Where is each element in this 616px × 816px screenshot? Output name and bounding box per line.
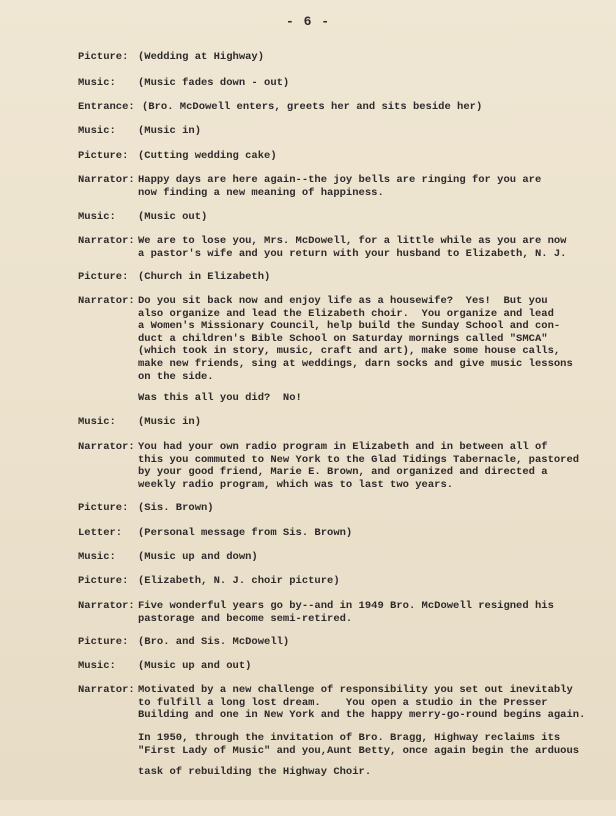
entry-text: (Music out) <box>138 211 208 223</box>
entry-text: (Music fades down - out) <box>138 77 290 89</box>
entry-label: Picture: <box>78 502 129 514</box>
entry-label: Narrator: <box>78 295 135 307</box>
entry-text: Motivated by a new challenge of responsibility you set out inevitably to fulfill a long lost dream. You open a studio in the Presser Building and one in New York and the happy merry-go-round begins again. <box>138 684 586 722</box>
entry-label: Letter: <box>78 527 123 539</box>
entry-text: Happy days are here again--the joy bells are ringing for you are now finding a new meaning of happiness. <box>138 174 542 199</box>
entry-text: You had your own radio program in Elizabeth and in between all of this you commuted to New York to the Glad Tidings Tabernacle, pastored by your good friend, Marie E. Brown, and organized and directed a weekly radio program, which was to last two years. <box>138 441 580 491</box>
entry-label: Picture: <box>78 636 129 648</box>
entry-text: task of rebuilding the Highway Choir. <box>138 766 372 778</box>
script-entry <box>78 684 588 734</box>
entry-text: (Cutting wedding cake) <box>138 150 277 162</box>
script-entry <box>78 441 588 491</box>
entry-label: Music: <box>78 416 116 428</box>
entry-text: (Music up and out) <box>138 660 252 672</box>
entry-text: In 1950, through the invitation of Bro. Bragg, Highway reclaims its "First Lady of Music" and you,Aunt Betty, once again begin the arduous <box>138 732 580 757</box>
entry-label: Entrance: <box>78 101 135 113</box>
entry-text: (Wedding at Highway) <box>138 51 265 63</box>
script-entry <box>78 766 588 816</box>
entry-label: Music: <box>78 660 116 672</box>
entry-text: Five wonderful years go by--and in 1949 Bro. McDowell resigned his pastorage and become semi-retired. <box>138 600 554 625</box>
entry-text: (Sis. Brown) <box>138 502 214 514</box>
entry-label: Narrator: <box>78 684 135 696</box>
entry-text: (Music up and down) <box>138 551 258 563</box>
entry-text: (Bro. and Sis. McDowell) <box>138 636 290 648</box>
entry-text: (Music in) <box>138 416 202 428</box>
entry-label: Narrator: <box>78 235 135 247</box>
page-number: - 6 - <box>285 14 330 29</box>
entry-label: Narrator: <box>78 174 135 186</box>
entry-text: We are to lose you, Mrs. McDowell, for a little while as you are now a pastor's wife and you return with your husband to Elizabeth, N. J. <box>138 235 567 260</box>
entry-label: Picture: <box>78 150 129 162</box>
entry-text: (Personal message from Sis. Brown) <box>138 527 353 539</box>
entry-text: Do you sit back now and enjoy life as a housewife? Yes! But you also organize and lead the Elizabeth choir. You organize and lead a Women's Missionary Council, help build the Sunday School and con- duct a children's Bible School on Saturday mornings called "SMCA" (which took in story, music, craft and art), make some house calls, make new friends, sing at weddings, darn socks and give music lessons on the side. <box>138 295 573 383</box>
entry-text: (Church in Elizabeth) <box>138 271 271 283</box>
entry-label: Picture: <box>78 575 129 587</box>
entry-text: Was this all you did? No! <box>138 392 302 404</box>
script-entry <box>78 295 588 383</box>
entry-text: (Bro. McDowell enters, greets her and sits beside her) <box>142 101 483 113</box>
entry-label: Picture: <box>78 51 129 63</box>
entry-label: Narrator: <box>78 600 135 612</box>
entry-label: Picture: <box>78 271 129 283</box>
entry-label: Music: <box>78 77 116 89</box>
entry-label: Music: <box>78 551 116 563</box>
entry-label: Music: <box>78 211 116 223</box>
entry-label: Music: <box>78 125 116 137</box>
entry-text: (Music in) <box>138 125 202 137</box>
entry-text: (Elizabeth, N. J. choir picture) <box>138 575 340 587</box>
entry-label: Narrator: <box>78 441 135 453</box>
